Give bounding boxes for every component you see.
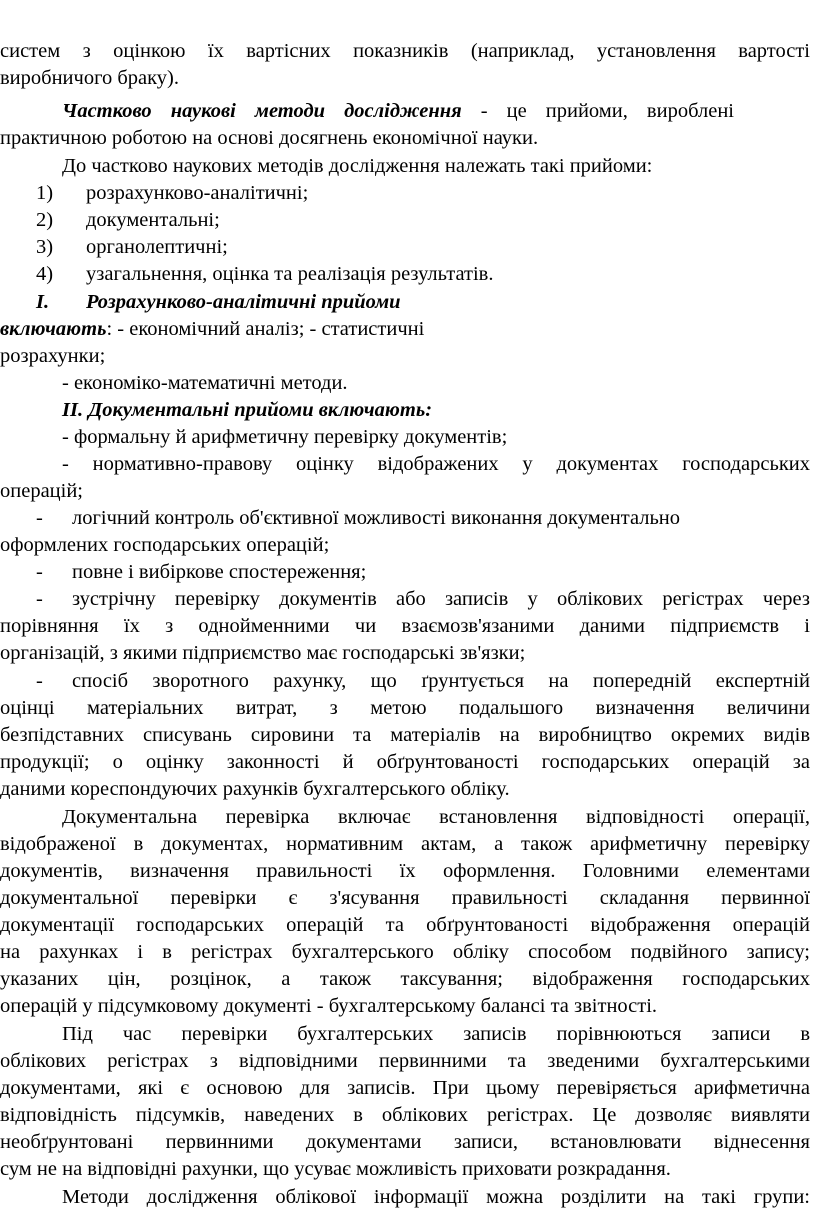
text-fragment: - це прийоми, вироблені xyxy=(461,100,734,122)
list-number: 2) xyxy=(36,209,54,231)
text-line: безпідставних списувань сировини та матеріалів на виробництво окремих видів xyxy=(0,724,810,746)
dash-item xyxy=(36,559,816,586)
section-title: Розрахунково-аналітичні прийоми xyxy=(86,291,401,313)
list-item xyxy=(36,234,816,261)
section-heading: II. Документальні прийоми включають: xyxy=(62,399,433,421)
text-line: виробничого браку). xyxy=(0,67,180,89)
dash-marker: - xyxy=(36,507,43,529)
text-line xyxy=(0,316,810,343)
text-line: систем з оцінкою їх вартісних показників (наприклад, установлення вартості xyxy=(0,40,810,62)
text-line: відображеної в документах, нормативним актам, а також арифметичну перевірку xyxy=(0,833,810,855)
dash-marker: - xyxy=(36,588,43,610)
list-text: узагальнення, оцінка та реалізація результатів. xyxy=(86,263,494,285)
dash-text: логічний контроль об'єктивної можливості виконання документально xyxy=(72,507,681,529)
text-fragment: : - економічний аналіз; - статистичні xyxy=(106,318,425,340)
text-line: Під час перевірки бухгалтерських записів порівнюються записи в xyxy=(62,1023,810,1045)
dash-text: зустрічну перевірку документів або записів у облікових регістрах через xyxy=(72,588,810,610)
section-title: включають xyxy=(0,318,107,340)
text-line: практичною роботою на основі досягнень економічної науки. xyxy=(0,127,539,149)
dash-item xyxy=(36,505,810,532)
text-line: документації господарських операцій та обґрунтованості відображення операцій xyxy=(0,914,810,936)
dash-text: спосіб зворотного рахунку, що ґрунтується на попередній експертній xyxy=(72,670,810,692)
term-heading: Частково наукові методи дослідження xyxy=(62,100,462,122)
list-item xyxy=(36,207,816,234)
text-line: організацій, з якими підприємство має господарські зв'язки; xyxy=(0,642,526,664)
text-line: Методи дослідження облікової інформації можна розділити на такі групи: xyxy=(62,1186,810,1208)
text-line: на рахунках і в регістрах бухгалтерського обліку способом подвійного запису; xyxy=(0,941,810,963)
text-line: оцінці матеріальних витрат, з метою подальшого визначення величини xyxy=(0,697,810,719)
list-number: 1) xyxy=(36,182,54,204)
text-line: сум не на відповідні рахунки, що усуває можливість приховати розкрадання. xyxy=(0,1158,671,1180)
text-line: необґрунтовані первинними документами записи, встановлювати віднесення xyxy=(0,1131,810,1153)
dash-marker: - xyxy=(36,670,43,692)
text-line: документів, визначення правильності їх оформлення. Головними елементами xyxy=(0,860,810,882)
text-line xyxy=(62,98,734,125)
text-line: документальної перевірки є з'ясування правильності складання первинної xyxy=(0,887,810,909)
dash-text: повне і вибіркове спостереження; xyxy=(72,561,367,583)
list-text: документальні; xyxy=(86,209,220,231)
text-line: даними кореспондуючих рахунків бухгалтерського обліку. xyxy=(0,778,510,800)
section-heading xyxy=(36,289,816,316)
dash-item xyxy=(36,586,810,613)
list-text: розрахунково-аналітичні; xyxy=(86,182,309,204)
dash-marker: - xyxy=(36,561,43,583)
text-line: операцій у підсумковому документі - бухгалтерському балансі та звітності. xyxy=(0,995,658,1017)
text-line: - економіко-математичні методи. xyxy=(62,372,348,394)
list-number: 4) xyxy=(36,263,54,285)
text-line: відповідність підсумків, наведених в облікових регістрах. Це дозволяє виявляти xyxy=(0,1104,810,1126)
text-line: оформлених господарських операцій; xyxy=(0,534,330,556)
text-line: указаних цін, розцінок, а також таксування; відображення господарських xyxy=(0,968,810,990)
section-number: I. xyxy=(36,291,50,313)
text-line: Документальна перевірка включає встановлення відповідності операції, xyxy=(62,806,810,828)
list-item xyxy=(36,180,816,207)
list-text: органолептичні; xyxy=(86,236,228,258)
list-item xyxy=(36,261,816,288)
text-line: операцій; xyxy=(0,480,84,502)
text-line: порівняння їх з однойменними чи взаємозв'язаними даними підприємств і xyxy=(0,615,810,637)
text-line: розрахунки; xyxy=(0,345,106,367)
text-line: - нормативно-правову оцінку відображених у документах господарських xyxy=(62,453,810,475)
text-line: - формальну й арифметичну перевірку документів; xyxy=(62,426,508,448)
text-line: До частково наукових методів дослідження належать такі прийоми: xyxy=(62,155,653,177)
dash-item xyxy=(36,668,810,695)
text-line: продукції; о оцінку законності й обґрунтованості господарських операцій за xyxy=(0,751,810,773)
text-line: документами, які є основою для записів. При цьому перевіряється арифметична xyxy=(0,1077,810,1099)
text-line: облікових регістрах з відповідними первинними та зведеними бухгалтерськими xyxy=(0,1050,810,1072)
list-number: 3) xyxy=(36,236,54,258)
